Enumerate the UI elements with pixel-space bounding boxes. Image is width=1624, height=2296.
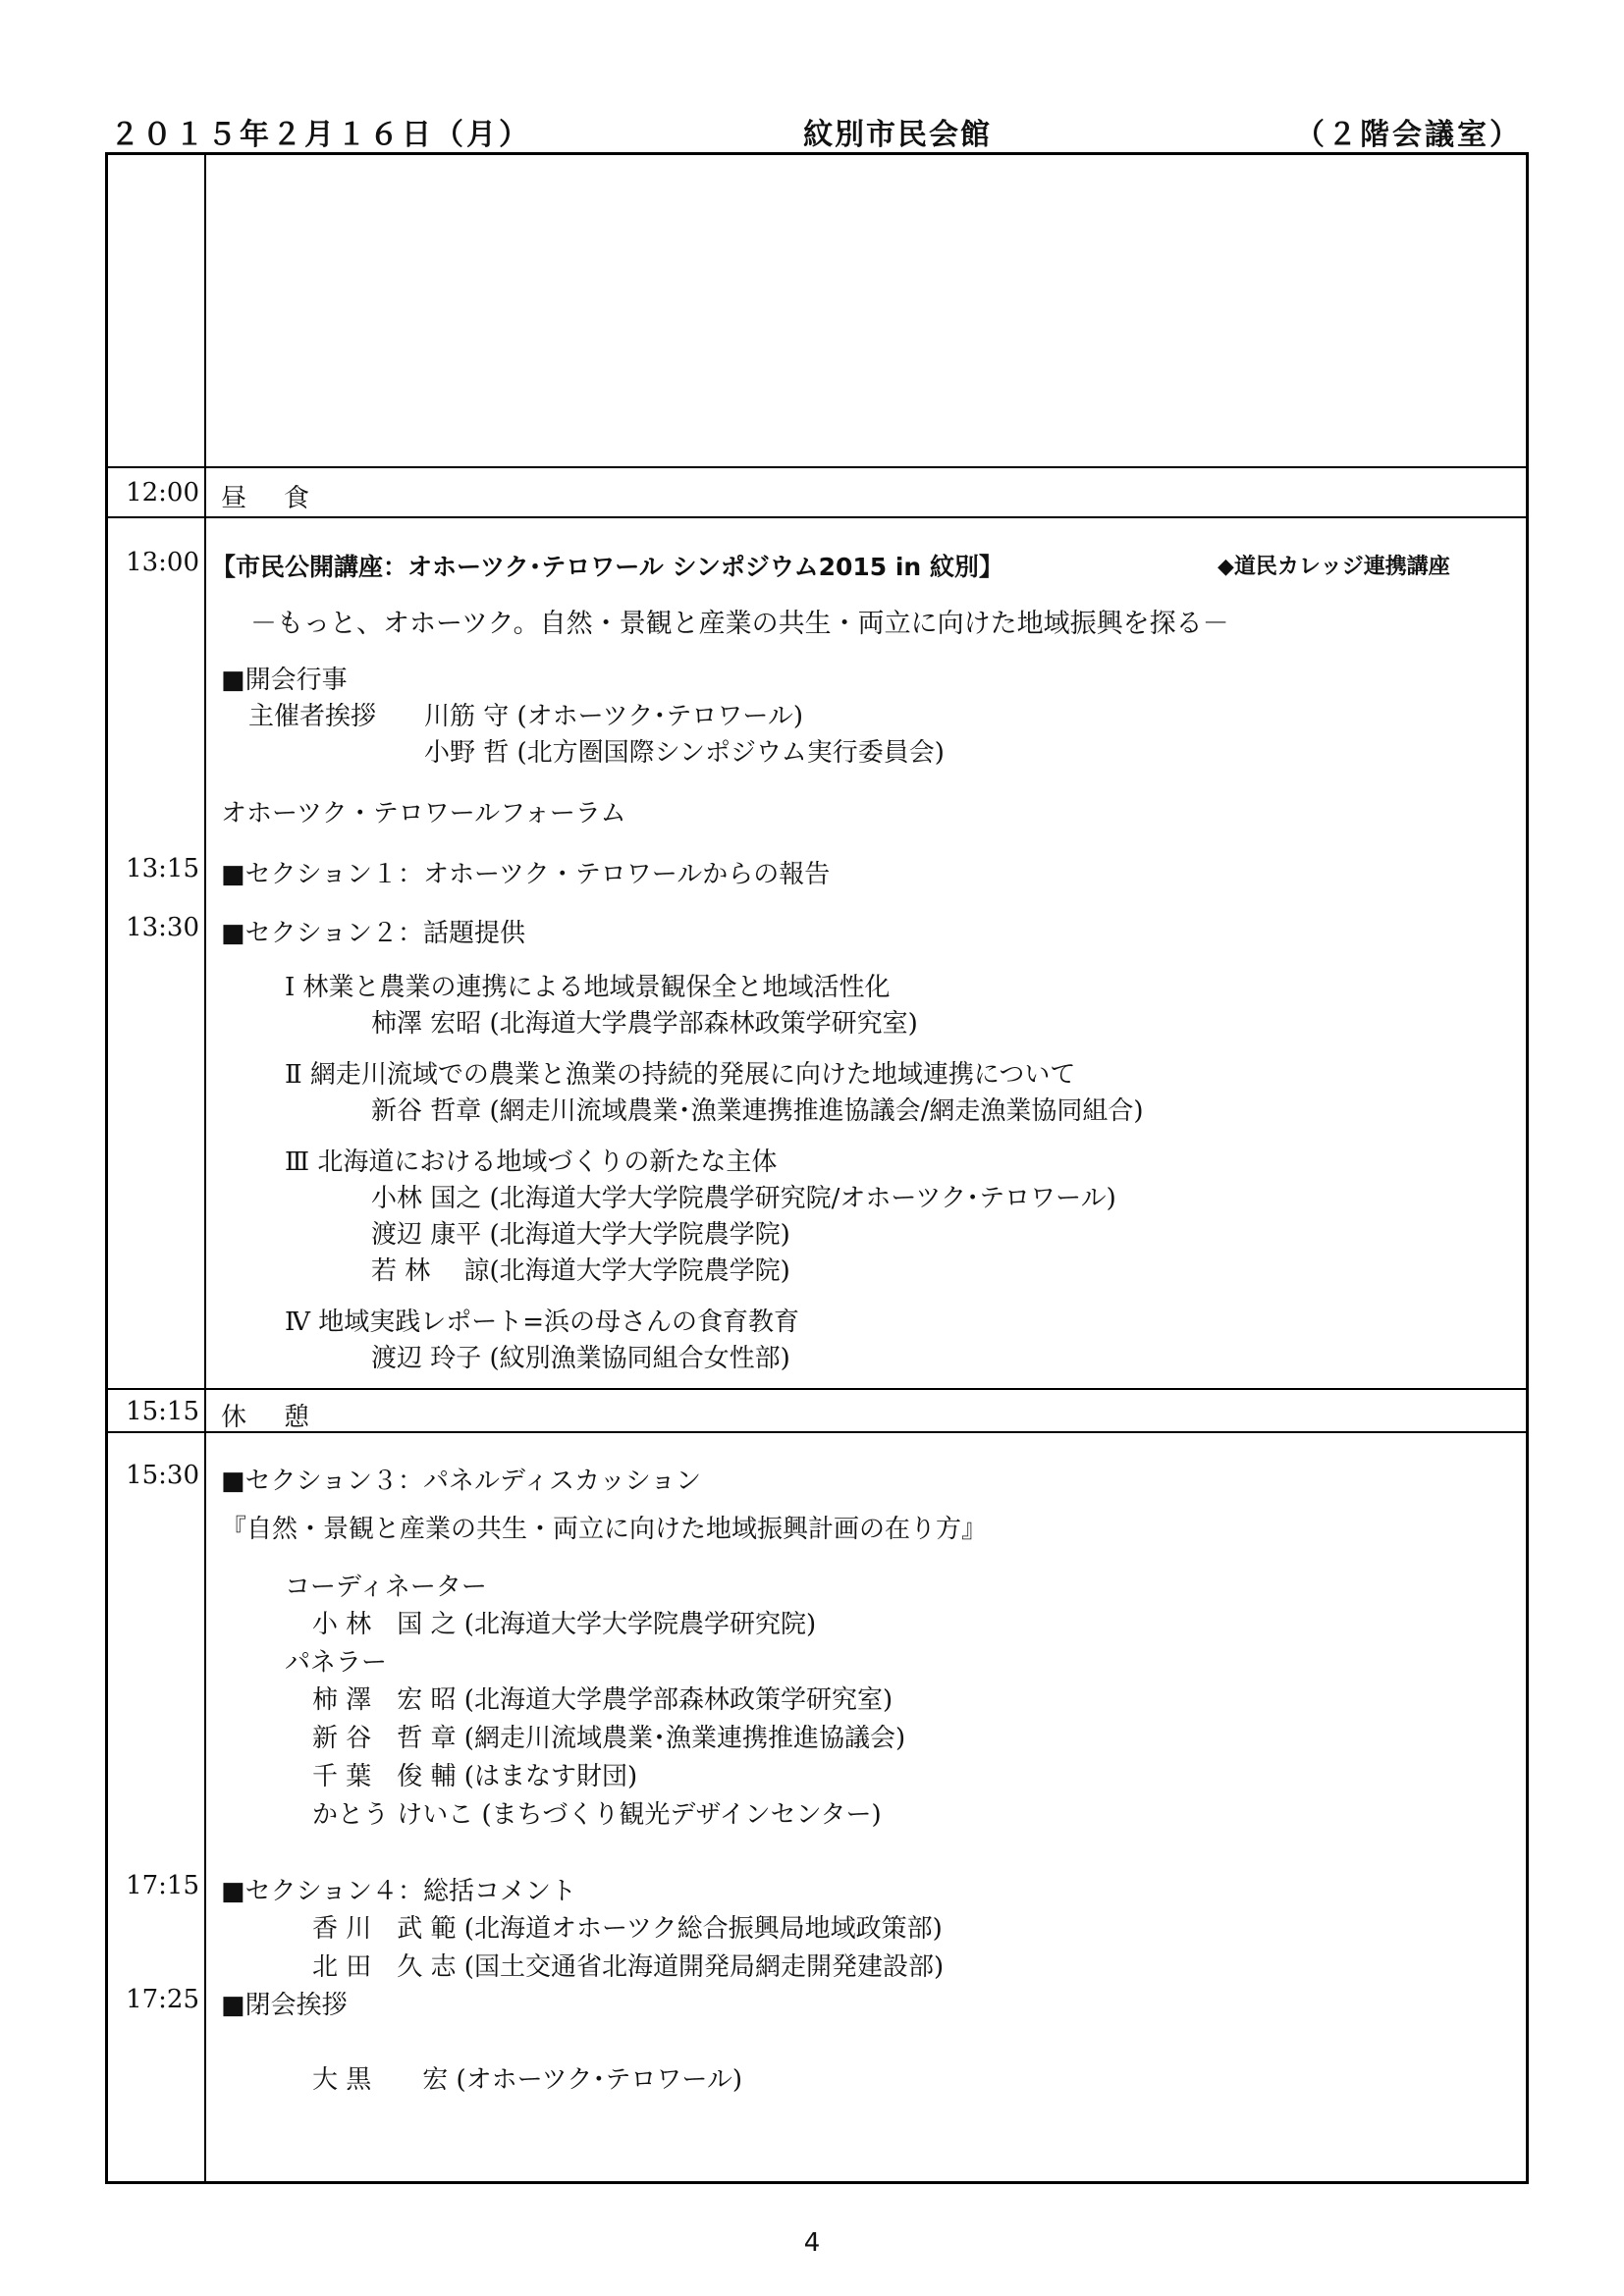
time-break: 15:15	[126, 1397, 199, 1426]
topic-3-speaker-3: 若 林 諒(北海道大学大学院農学院)	[371, 1256, 790, 1286]
topic-2-speaker: 新谷 哲章 (網走川流域農業･漁業連携推進協議会/網走漁業協同組合)	[371, 1096, 1144, 1126]
time-lunch: 12:00	[126, 478, 199, 507]
topic-2: Ⅱ 網走川流域での農業と漁業の持続的発展に向けた地域連携について	[285, 1060, 1076, 1090]
row-divider	[105, 1431, 1529, 1433]
topic-1: Ⅰ 林業と農業の連携による地域景観保全と地域活性化	[285, 973, 891, 1002]
panelist-1: 柿 澤 宏 昭 (北海道大学農学部森林政策学研究室)	[312, 1685, 893, 1715]
time-section3: 15:30	[126, 1461, 199, 1490]
coordinator: 小 林 国 之 (北海道大学大学院農学研究院)	[312, 1610, 817, 1639]
row-divider	[105, 1388, 1529, 1390]
closing-speaker: 大 黒 宏 (オホーツク･テロワール)	[312, 2065, 742, 2095]
section2-heading: ■セクション２：話題提供	[221, 919, 526, 948]
topic-3: Ⅲ 北海道における地域づくりの新たな主体	[285, 1148, 778, 1177]
section3-heading: ■セクション３：パネルディスカッション	[221, 1467, 702, 1496]
time-section2: 13:30	[126, 913, 199, 942]
forum-label: オホーツク・テロワールフォーラム	[221, 799, 626, 828]
break-label: 休 憩	[221, 1403, 316, 1432]
comment-speaker-1: 香 川 武 範 (北海道オホーツク総合振興局地域政策部)	[312, 1914, 943, 1944]
topic-4: Ⅳ 地域実践レポート=浜の母さんの食育教育	[285, 1308, 800, 1337]
panelist-3: 千 葉 俊 輔 (はまなす財団)	[312, 1762, 638, 1791]
greeting-speaker-2: 小野 哲 (北方圏国際シンポジウム実行委員会)	[424, 738, 945, 768]
opening-heading: ■開会行事	[221, 666, 348, 695]
header-date: ２０１５年２月１６日（月）	[110, 118, 531, 152]
time-column-divider	[204, 152, 206, 2184]
time-section4: 17:15	[126, 1871, 199, 1900]
row-divider	[105, 516, 1529, 518]
time-section1: 13:15	[126, 854, 199, 883]
row-divider	[105, 466, 1529, 468]
topic-1-speaker: 柿澤 宏昭 (北海道大学農学部森林政策学研究室)	[371, 1009, 918, 1039]
greeting-speaker-1: 川筋 守 (オホーツク･テロワール)	[424, 702, 803, 731]
time-closing: 17:25	[126, 1985, 199, 2014]
panelist-label: パネラー	[285, 1648, 388, 1678]
topic-3-speaker-1: 小林 国之 (北海道大学大学院農学研究院/オホーツク･テロワール)	[371, 1184, 1116, 1213]
symposium-title: 【市民公開講座：オホーツク･テロワール シンポジウム2015 in 紋別】	[211, 553, 1003, 581]
time-open: 13:00	[126, 548, 199, 577]
topic-4-speaker: 渡辺 玲子 (紋別漁業協同組合女性部)	[371, 1344, 790, 1373]
header-room: （２階会議室）	[1295, 118, 1522, 152]
lunch-label: 昼 食	[221, 484, 316, 513]
panel-theme: 『自然・景観と産業の共生・両立に向けた地域振興計画の在り方』	[221, 1515, 988, 1544]
greeting-label: 主催者挨拶	[248, 702, 377, 731]
closing-heading: ■閉会挨拶	[221, 1991, 348, 2020]
topic-3-speaker-2: 渡辺 康平 (北海道大学大学院農学院)	[371, 1220, 790, 1250]
section4-heading: ■セクション４：総括コメント	[221, 1877, 577, 1906]
comment-speaker-2: 北 田 久 志 (国土交通省北海道開発局網走開発建設部)	[312, 1952, 945, 1982]
panelist-4: かとう けいこ (まちづくり観光デザインセンター)	[312, 1800, 882, 1830]
coordinator-label: コーディネーター	[285, 1573, 487, 1602]
page-number: 4	[803, 2228, 821, 2258]
panelist-2: 新 谷 哲 章 (網走川流域農業･漁業連携推進協議会)	[312, 1724, 906, 1753]
college-tag: ◆道民カレッジ連携講座	[1218, 555, 1450, 579]
section1-heading: ■セクション１：オホーツク・テロワールからの報告	[221, 860, 831, 889]
symposium-subtitle: －もっと、オホーツク。自然・景観と産業の共生・両立に向けた地域振興を探る－	[250, 609, 1229, 639]
header-venue: 紋別市民会館	[803, 118, 992, 152]
